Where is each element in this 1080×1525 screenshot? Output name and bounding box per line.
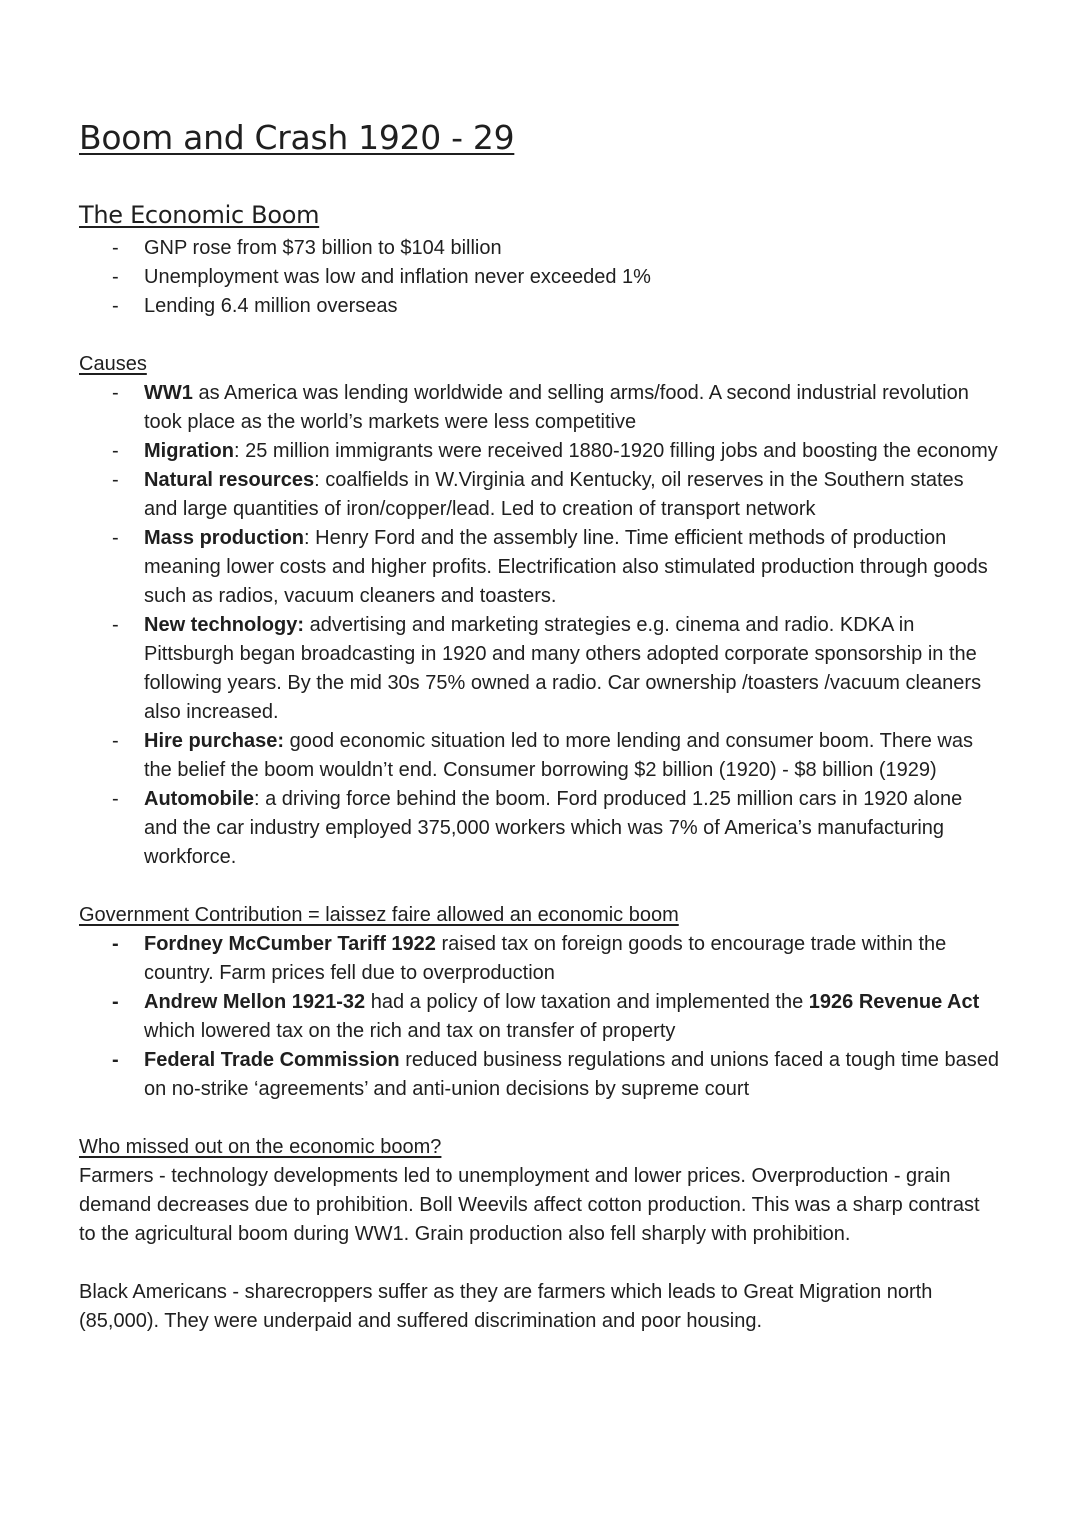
government-heading: Government Contribution = laissez faire allowed an economic boom <box>79 904 679 926</box>
term: Federal Trade Commission <box>144 1049 400 1071</box>
missed-out-heading: Who missed out on the economic boom? <box>79 1136 442 1158</box>
term: New technology: <box>144 614 305 636</box>
term: 1926 Revenue Act <box>808 991 980 1013</box>
list-item <box>79 437 999 466</box>
list-item <box>79 466 999 524</box>
list-item <box>79 524 999 611</box>
bullet-dash: - <box>112 266 119 288</box>
spacer <box>79 321 999 350</box>
causes-heading: Causes <box>79 353 147 375</box>
list-item <box>79 727 999 785</box>
farmers-paragraph: Farmers - technology developments led to unemployment and lower prices. Overproduction - grain demand decreases due to prohibition. Boll Weevils affect cotton production. This was a sharp contrast to the agricultural boom during WW1. Grain production also fell sharply with prohibition. <box>79 1165 980 1245</box>
list-item <box>79 234 999 263</box>
page-title: Boom and Crash 1920 - 29 <box>79 118 515 157</box>
bullet-dash: - <box>112 1049 119 1071</box>
term: WW1 <box>144 382 193 404</box>
list-item <box>79 611 999 727</box>
bullet-dash: - <box>112 788 119 810</box>
spacer <box>79 872 999 901</box>
list-item <box>79 292 999 321</box>
term: Mass production <box>144 527 305 549</box>
economic-boom-heading: The Economic Boom <box>79 201 320 229</box>
list-item-text: : 25 million immigrants were received 1880-1920 filling jobs and boosting the economy <box>234 440 998 462</box>
bullet-dash: - <box>112 527 119 549</box>
document-page <box>79 112 999 1336</box>
list-item-text: as America was lending worldwide and selling arms/food. A second industrial revolution took place as the world’s markets were less competitive <box>144 382 969 433</box>
list-item-text: had a policy of low taxation and implemented the <box>365 991 809 1013</box>
list-item <box>79 988 999 1046</box>
list-item-text: : Henry Ford and the assembly line. Time efficient methods of production meaning lower costs and higher profits. Electrification also stimulated production through goods such as radios, vacuum cleaners and toasters. <box>144 527 988 607</box>
spacer <box>79 1249 999 1278</box>
list-item-text: Unemployment was low and inflation never exceeded 1% <box>144 266 651 288</box>
bullet-dash: - <box>112 382 119 404</box>
bullet-dash: - <box>112 237 119 259</box>
list-item-text: : coalfields in W.Virginia and Kentucky, oil reserves in the Southern states and large quantities of iron/copper/lead. Led to creation of transport network <box>144 469 964 520</box>
list-item <box>79 930 999 988</box>
list-item-text: Lending 6.4 million overseas <box>144 295 398 317</box>
term: Hire purchase: <box>144 730 285 752</box>
bullet-dash: - <box>112 730 119 752</box>
list-item-text: raised tax on foreign goods to encourage trade within the country. Farm prices fell due to overproduction <box>144 933 947 984</box>
term: Fordney McCumber Tariff 1922 <box>144 933 436 955</box>
list-item-text: which lowered tax on the rich and tax on transfer of property <box>144 1020 676 1042</box>
boom-list <box>79 234 999 321</box>
bullet-dash: - <box>112 440 119 462</box>
list-item <box>79 263 999 292</box>
bullet-dash: - <box>112 991 119 1013</box>
bullet-dash: - <box>112 933 119 955</box>
bullet-dash: - <box>112 295 119 317</box>
bullet-dash: - <box>112 614 119 636</box>
list-item-text: advertising and marketing strategies e.g. cinema and radio. KDKA in Pittsburgh began broadcasting in 1920 and many others adopted corporate sponsorship in the following years. By the mid 30s 75% owned a radio. Car ownership /toasters /vacuum cleaners also increased. <box>144 614 982 723</box>
government-list <box>79 930 999 1104</box>
black-americans-paragraph: Black Americans - sharecroppers suffer as they are farmers which leads to Great Migration north (85,000). They were underpaid and suffered discrimination and poor housing. <box>79 1281 933 1332</box>
bullet-dash: - <box>112 469 119 491</box>
list-item-text: GNP rose from $73 billion to $104 billion <box>144 237 502 259</box>
causes-list <box>79 379 999 872</box>
list-item-text: good economic situation led to more lending and consumer boom. There was the belief the boom wouldn’t end. Consumer borrowing $2 billion (1920) - $8 billion (1929) <box>144 730 973 781</box>
term: Automobile <box>144 788 254 810</box>
list-item <box>79 379 999 437</box>
term: Natural resources <box>144 469 315 491</box>
term: Andrew Mellon 1921-32 <box>144 991 366 1013</box>
spacer <box>79 1104 999 1133</box>
list-item <box>79 785 999 872</box>
list-item <box>79 1046 999 1104</box>
list-item-text: reduced business regulations and unions faced a tough time based on no-strike ‘agreements’ and anti-union decisions by supreme court <box>144 1049 999 1100</box>
term: Migration <box>144 440 234 462</box>
list-item-text: : a driving force behind the boom. Ford produced 1.25 million cars in 1920 alone and the car industry employed 375,000 workers which was 7% of America’s manufacturing workforce. <box>144 788 963 868</box>
